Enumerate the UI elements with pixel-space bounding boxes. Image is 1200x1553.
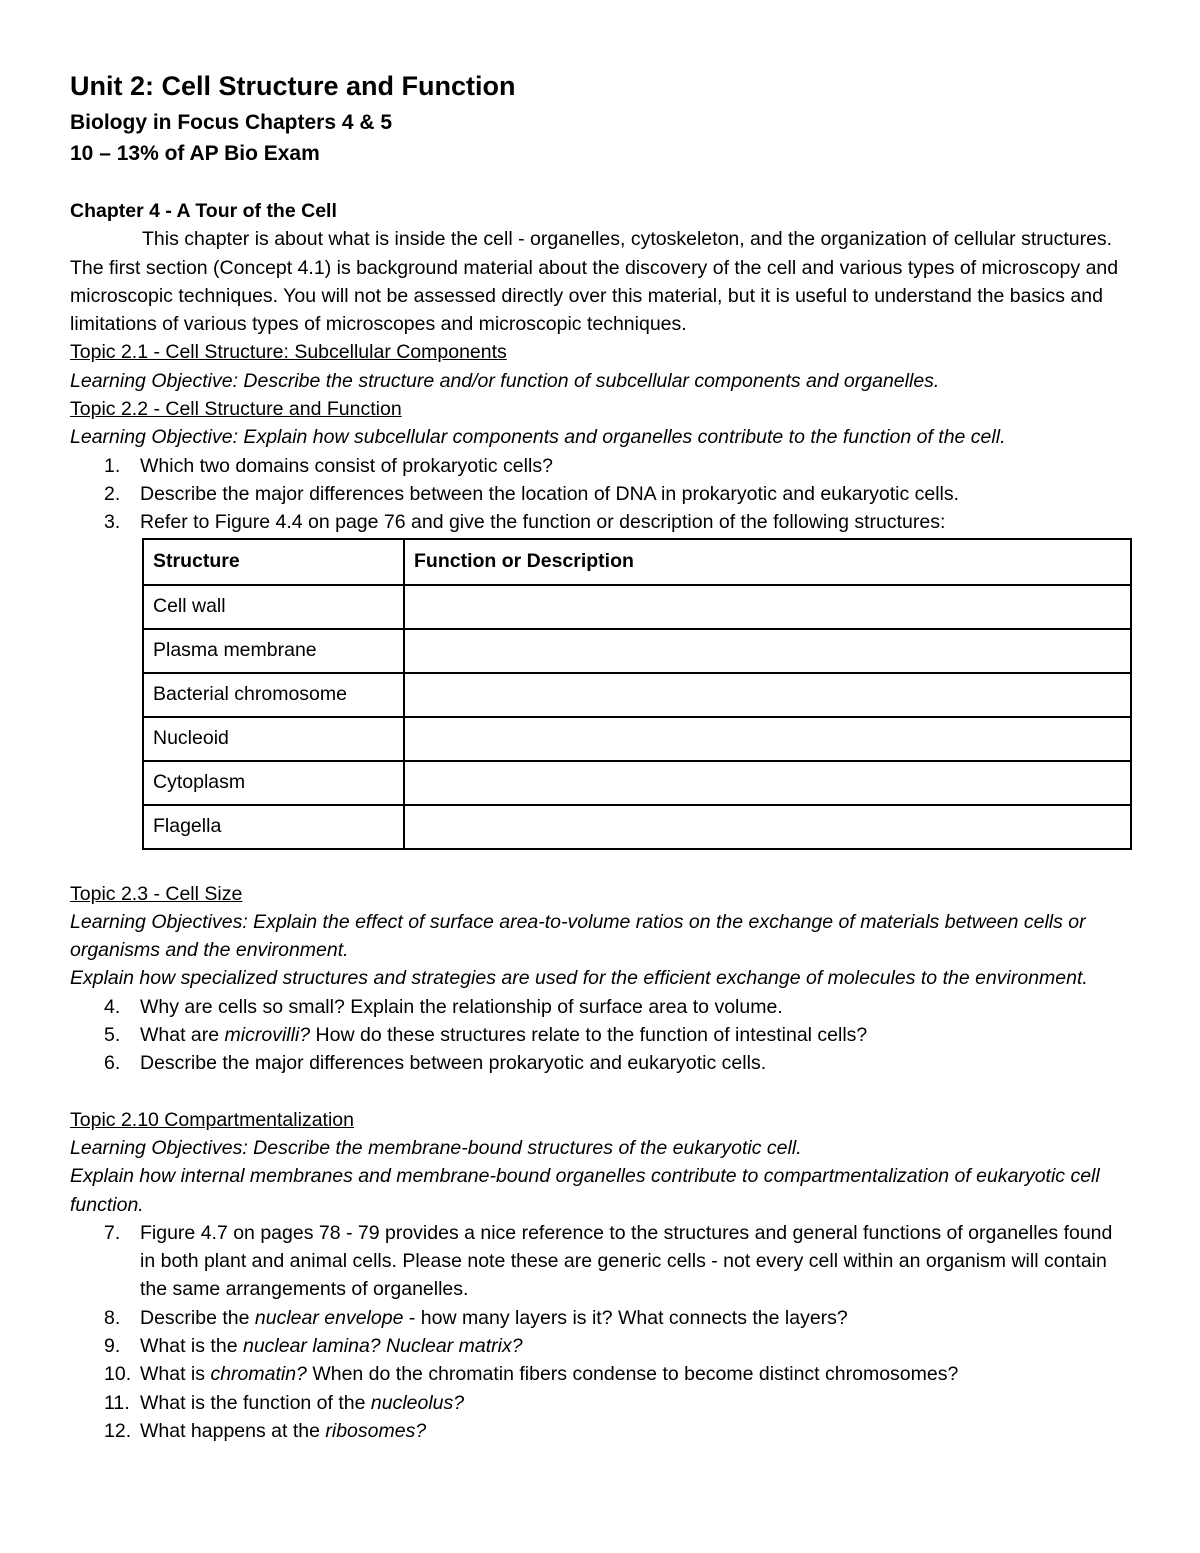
table-row (143, 629, 1131, 673)
question-text: When do the chromatin fibers condense to become distinct chromosomes? (306, 1363, 959, 1386)
question-number: 10. (104, 1363, 132, 1386)
question-text: What are (140, 1024, 225, 1047)
question-number: 4. (104, 995, 121, 1018)
question-number: 11. (104, 1391, 130, 1414)
question-item (70, 1021, 1130, 1049)
answer-cell[interactable] (404, 629, 1131, 673)
question-text: Describe the (140, 1306, 255, 1329)
answer-cell[interactable] (404, 761, 1131, 805)
question-term: nucleolus? (370, 1391, 465, 1414)
question-list-topic-2-2 (70, 452, 1130, 537)
subtitle-exam-weight: 10 – 13% of AP Bio Exam (70, 142, 320, 165)
question-item (70, 1049, 1130, 1077)
table-header-row (143, 539, 1131, 585)
question-number: 7. (104, 1221, 121, 1244)
answer-cell[interactable] (404, 805, 1131, 849)
question-text: What is the (140, 1335, 243, 1358)
answer-cell[interactable] (404, 717, 1131, 761)
question-item (70, 452, 1130, 480)
structure-cell: Nucleoid (143, 717, 404, 761)
question-term: nuclear envelope (254, 1306, 404, 1329)
question-item (70, 1219, 1130, 1304)
structure-function-table (142, 538, 1132, 850)
answer-cell[interactable] (404, 585, 1131, 629)
question-item (70, 993, 1130, 1021)
topic-2-10-objective-1: Learning Objectives: Describe the membrane-bound structures of the eukaryotic cell. (70, 1136, 802, 1159)
question-list-topic-2-10 (70, 1219, 1130, 1445)
question-term: nuclear lamina? Nuclear matrix? (242, 1335, 523, 1358)
question-number: 8. (104, 1306, 121, 1329)
table-row (143, 673, 1131, 717)
question-text: - how many layers is it? What connects the layers? (403, 1306, 848, 1329)
table-row (143, 585, 1131, 629)
question-item (70, 1304, 1130, 1332)
question-term: ribosomes? (325, 1419, 427, 1442)
question-list-topic-2-3 (70, 993, 1130, 1078)
structure-cell: Cell wall (143, 585, 404, 629)
structure-cell: Flagella (143, 805, 404, 849)
topic-2-2-objective: Learning Objective: Explain how subcellular components and organelles contribute to the function of the cell. (70, 426, 1006, 449)
table-row (143, 761, 1131, 805)
question-number: 12. (104, 1419, 132, 1442)
question-item (70, 1360, 1130, 1388)
question-text: Describe the major differences between the location of DNA in prokaryotic and eukaryotic cells. (140, 482, 960, 505)
topic-2-10-title: Topic 2.10 Compartmentalization (70, 1108, 354, 1131)
column-header-function: Function or Description (404, 539, 1131, 585)
structure-cell: Plasma membrane (143, 629, 404, 673)
question-number: 3. (104, 511, 121, 534)
chapter-intro: This chapter is about what is inside the cell - organelles, cytoskeleton, and the organization of cellular structures. The first section (Concept 4.1) is background material about the discovery of the cell and various types of microscopy and microscopic techniques. You will not be assessed directly over this material, but it is useful to understand the basics and limitations of various types of microscopes and microscopic techniques. (70, 228, 1119, 336)
table-row (143, 717, 1131, 761)
topic-2-10-objective-2: Explain how internal membranes and membrane-bound organelles contribute to compartmentalization of eukaryotic cell function. (70, 1165, 1100, 1216)
topic-2-1-title: Topic 2.1 - Cell Structure: Subcellular Components (70, 341, 507, 364)
question-number: 2. (104, 482, 121, 505)
question-term: chromatin? (210, 1363, 307, 1386)
chapter-heading: Chapter 4 - A Tour of the Cell (70, 200, 337, 222)
page-title: Unit 2: Cell Structure and Function (70, 71, 516, 101)
question-item (70, 1417, 1130, 1445)
question-text: Refer to Figure 4.4 on page 76 and give the function or description of the following structures: (140, 511, 946, 534)
topic-2-3-objective-1: Learning Objectives: Explain the effect of surface area-to-volume ratios on the exchange of materials between cells or organisms and the environment. (70, 910, 1086, 962)
question-item (70, 508, 1130, 536)
question-text: Which two domains consist of prokaryotic cells? (140, 454, 553, 477)
question-term: microvilli? (224, 1024, 311, 1047)
question-item (70, 480, 1130, 508)
topic-2-1-objective: Learning Objective: Describe the structure and/or function of subcellular components and organelles. (70, 369, 940, 392)
question-item (70, 1332, 1130, 1360)
question-number: 1. (104, 454, 121, 477)
question-text: Why are cells so small? Explain the relationship of surface area to volume. (140, 995, 783, 1018)
column-header-structure: Structure (143, 539, 404, 585)
question-text: What is the function of the (140, 1391, 371, 1414)
subtitle-book: Biology in Focus Chapters 4 & 5 (70, 111, 393, 134)
question-text: Figure 4.7 on pages 78 - 79 provides a nice reference to the structures and general functions of organelles found in both plant and animal cells. Please note these are generic cells - not every cell within an organism will contain the same arrangements of organelles. (140, 1221, 1113, 1301)
question-text: How do these structures relate to the function of intestinal cells? (310, 1024, 868, 1047)
answer-cell[interactable] (404, 673, 1131, 717)
question-text: What happens at the (140, 1419, 326, 1442)
table-row (143, 805, 1131, 849)
structure-cell: Cytoplasm (143, 761, 404, 805)
question-item (70, 1389, 1130, 1417)
topic-2-3-objective-2: Explain how specialized structures and strategies are used for the efficient exchange of molecules to the environment. (70, 967, 1088, 990)
question-text: Describe the major differences between prokaryotic and eukaryotic cells. (140, 1052, 767, 1075)
structure-cell: Bacterial chromosome (143, 673, 404, 717)
question-number: 5. (104, 1024, 121, 1047)
topic-2-2-title: Topic 2.2 - Cell Structure and Function (70, 398, 402, 421)
question-number: 6. (104, 1052, 121, 1075)
topic-2-3-title: Topic 2.3 - Cell Size (70, 882, 243, 905)
question-text: What is (140, 1363, 211, 1386)
question-number: 9. (104, 1335, 121, 1358)
